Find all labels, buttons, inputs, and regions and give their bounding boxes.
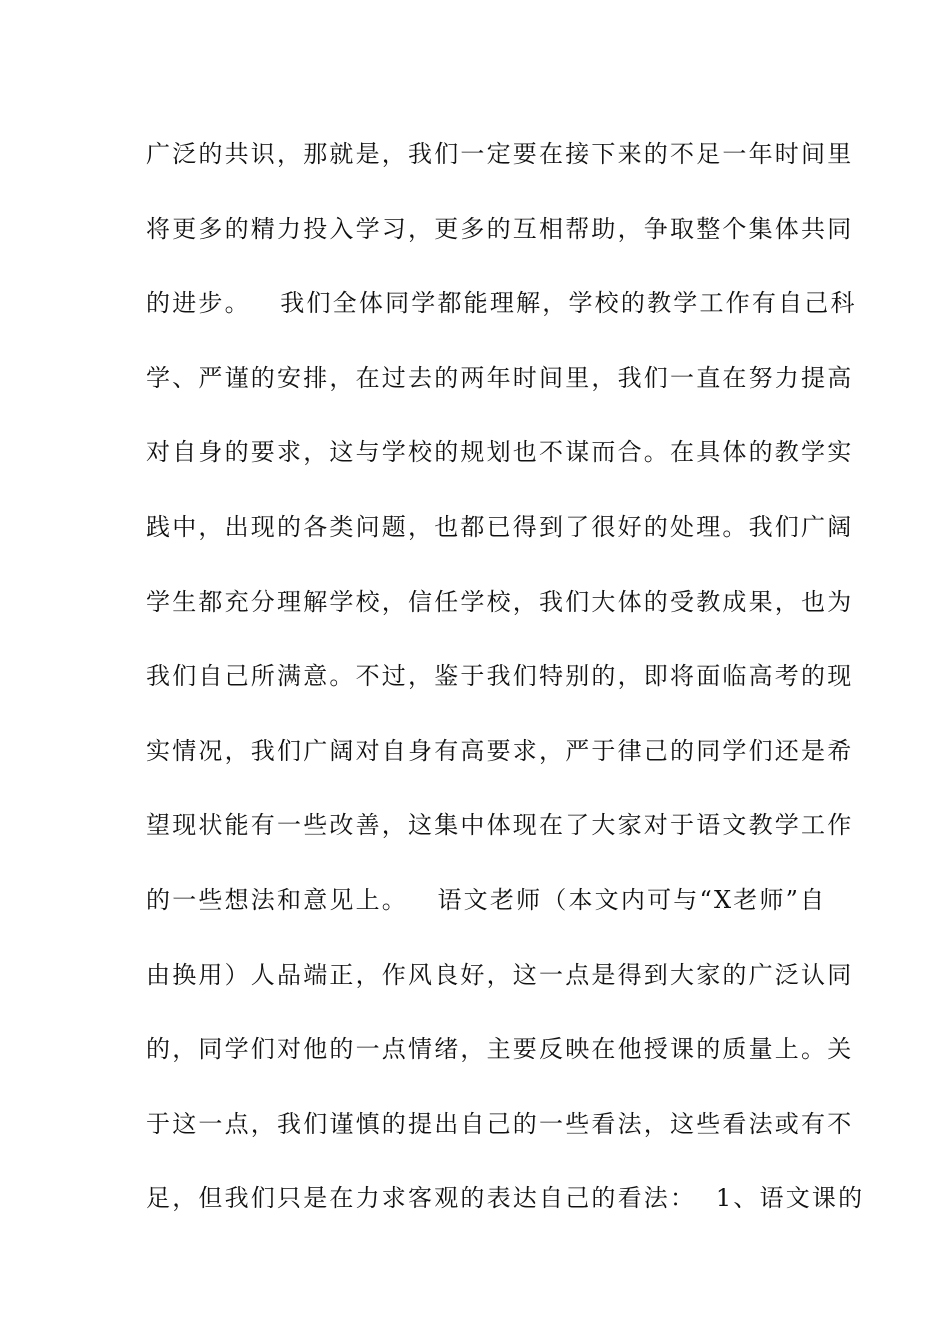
text-line: 的一些想法和意见上。 语文老师（本文内可与“X老师”自 — [146, 885, 827, 914]
text-line: 广泛的共识，那就是，我们一定要在接下来的不足一年时间里 — [146, 140, 854, 168]
text-line: 对自身的要求，这与学校的规划也不谋而合。在具体的教学实 — [146, 438, 854, 467]
text-line: 我们自己所满意。不过，鉴于我们特别的，即将面临高考的现 — [146, 662, 854, 691]
text-line: 的进步。 我们全体同学都能理解，学校的教学工作有自己科 — [146, 289, 857, 318]
body-text — [146, 130, 865, 1249]
text-line: 的，同学们对他的一点情绪，主要反映在他授课的质量上。关 — [146, 1035, 854, 1064]
text-line: 于这一点，我们谨慎的提出自己的一些看法，这些看法或有不 — [146, 1109, 854, 1138]
text-line: 足，但我们只是在力求客观的表达自己的看法： 1、语文课的 — [146, 1184, 865, 1213]
text-line: 望现状能有一些改善，这集中体现在了大家对于语文教学工作 — [146, 811, 854, 840]
text-line: 实情况，我们广阔对自身有高要求，严于律己的同学们还是希 — [146, 736, 854, 765]
text-line: 践中，出现的各类问题，也都已得到了很好的处理。我们广阔 — [146, 512, 854, 541]
text-line: 由换用）人品端正，作风良好，这一点是得到大家的广泛认同 — [146, 960, 854, 989]
text-line: 将更多的精力投入学习，更多的互相帮助，争取整个集体共同 — [146, 214, 854, 243]
text-line: 学生都充分理解学校，信任学校，我们大体的受教成果，也为 — [146, 587, 854, 616]
text-line: 学、严谨的安排，在过去的两年时间里，我们一直在努力提高 — [146, 363, 854, 392]
